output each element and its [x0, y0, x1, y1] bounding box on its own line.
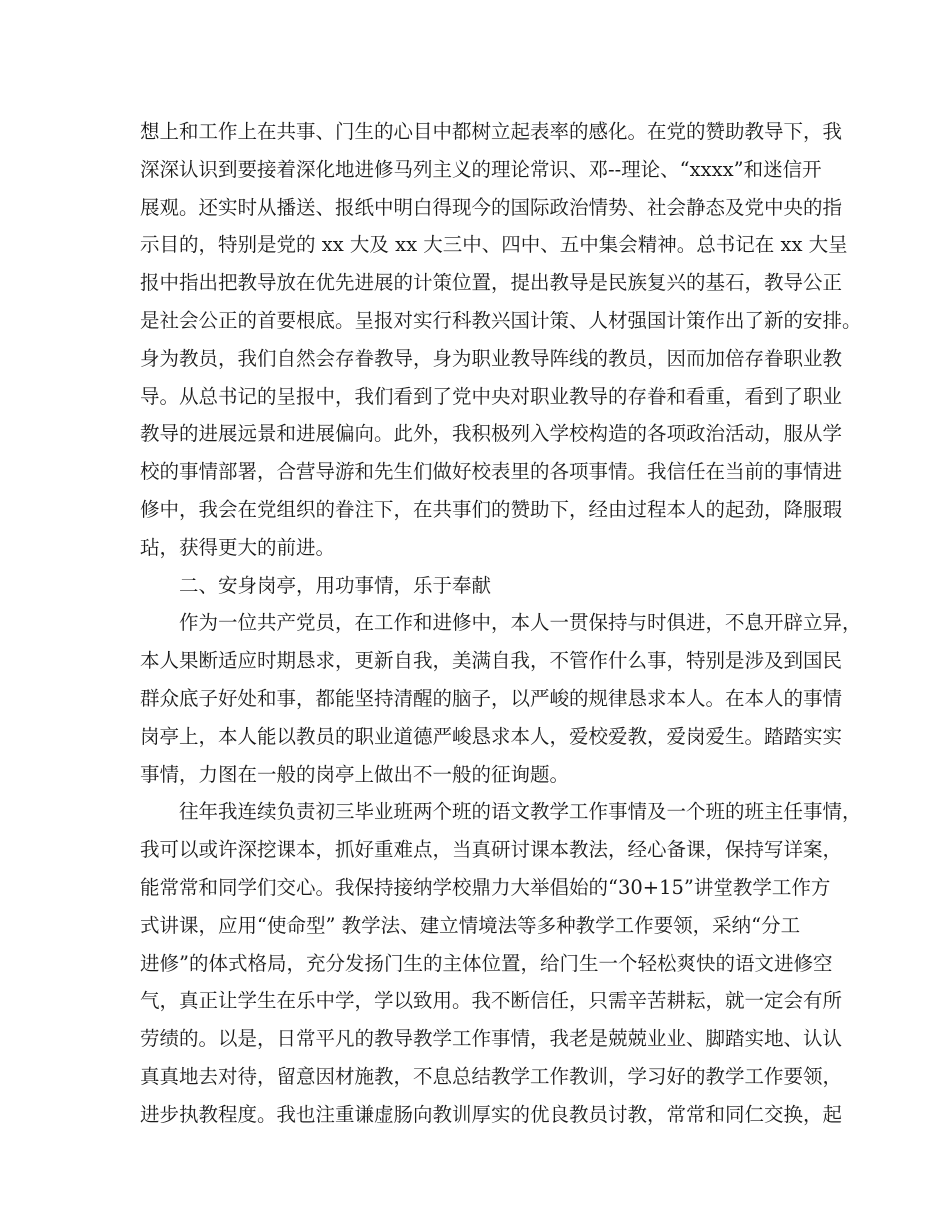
text-line: 校的事情部署，合营导游和先生们做好校表里的各项事情。我信任在当前的事情进 [140, 460, 843, 484]
text-line: 教导的进展远景和进展偏向。此外，我积极列入学校构造的各项政治活动，服从学 [140, 422, 843, 446]
text-line: 事情，力图在一般的岗亭上做出不一般的征询题。 [140, 762, 570, 786]
text-line: 深深认识到要接着深化地进修马列主义的理论常识、邓--理论、“xxxx”和迷信开 [140, 157, 822, 181]
text-line: 是社会公正的首要根底。呈报对实行科教兴国计策、人材强国计策作出了新的安排。 [140, 308, 862, 332]
text-line: 身为教员，我们自然会存眷教导，身为职业教导阵线的教员，因而加倍存眷职业教 [140, 346, 843, 370]
text-line: 式讲课，应用“使命型” 教学法、建立情境法等多种教学工作要领，采纳“分工 [140, 913, 801, 937]
text-line: 我可以或许深挖课本，抓好重难点，当真研讨课本教法，经心备课，保持写详案， [140, 838, 843, 862]
paragraph-start-line: 二、安身岗亭，用功事情，乐于奉献 [179, 573, 492, 597]
paragraph-start-line: 作为一位共产党员，在工作和进修中，本人一贯保持与时俱进，不息开辟立异， [179, 611, 862, 635]
text-line: 修中，我会在党组织的眷注下，在共事们的赞助下，经由过程本人的起劲，降服瑕 [140, 497, 843, 521]
text-line: 进修”的体式格局，充分发扬门生的主体位置，给门生一个轻松爽快的语文进修空 [140, 951, 833, 975]
text-line: 气，真正让学生在乐中学，学以致用。我不断信任，只需辛苦耕耘，就一定会有所 [140, 989, 843, 1013]
text-line: 导。从总书记的呈报中，我们看到了党中央对职业教导的存眷和看重，看到了职业 [140, 384, 843, 408]
text-line: 能常常和同学们交心。我保持接纳学校鼎力大举倡始的“30+15”讲堂教学工作方 [140, 875, 831, 899]
text-line: 进步执教程度。我也注重谦虚肠向教训厚实的优良教员讨教，常常和同仁交换，起 [140, 1102, 843, 1126]
text-line: 玷，获得更大的前进。 [140, 535, 336, 559]
text-line: 本人果断适应时期恳求，更新自我，美满自我，不管作什么事，特别是涉及到国民 [140, 649, 843, 673]
text-line: 劳绩的。以是，日常平凡的教导教学工作事情，我老是兢兢业业、脚踏实地、认认 [140, 1027, 843, 1051]
text-line: 想上和工作上在共事、门生的心目中都树立起表率的感化。在党的赞助教导下，我 [140, 120, 843, 143]
text-line: 群众底子好处和事，都能坚持清醒的脑子，以严峻的规律恳求本人。在本人的事情 [140, 686, 843, 710]
text-line: 岗亭上，本人能以教员的职业道德严峻恳求本人，爱校爱教，爱岗爱生。踏踏实实 [140, 724, 843, 748]
text-line: 示目的，特别是党的 xx 大及 xx 大三中、四中、五中集会精神。总书记在 xx 大呈 [140, 233, 848, 257]
document-body [140, 113, 862, 1134]
text-line: 展观。还实时从播送、报纸中明白得现今的国际政治情势、社会静态及党中央的指 [140, 195, 843, 219]
text-line: 真真地去对待，留意因材施教，不息总结教学工作教训，学习好的教学工作要领， [140, 1064, 843, 1088]
text-line: 报中指出把教导放在优先进展的计策位置，提出教导是民族复兴的基石，教导公正 [140, 271, 843, 295]
paragraph-start-line: 往年我连续负责初三毕业班两个班的语文教学工作事情及一个班的班主任事情， [179, 800, 862, 824]
